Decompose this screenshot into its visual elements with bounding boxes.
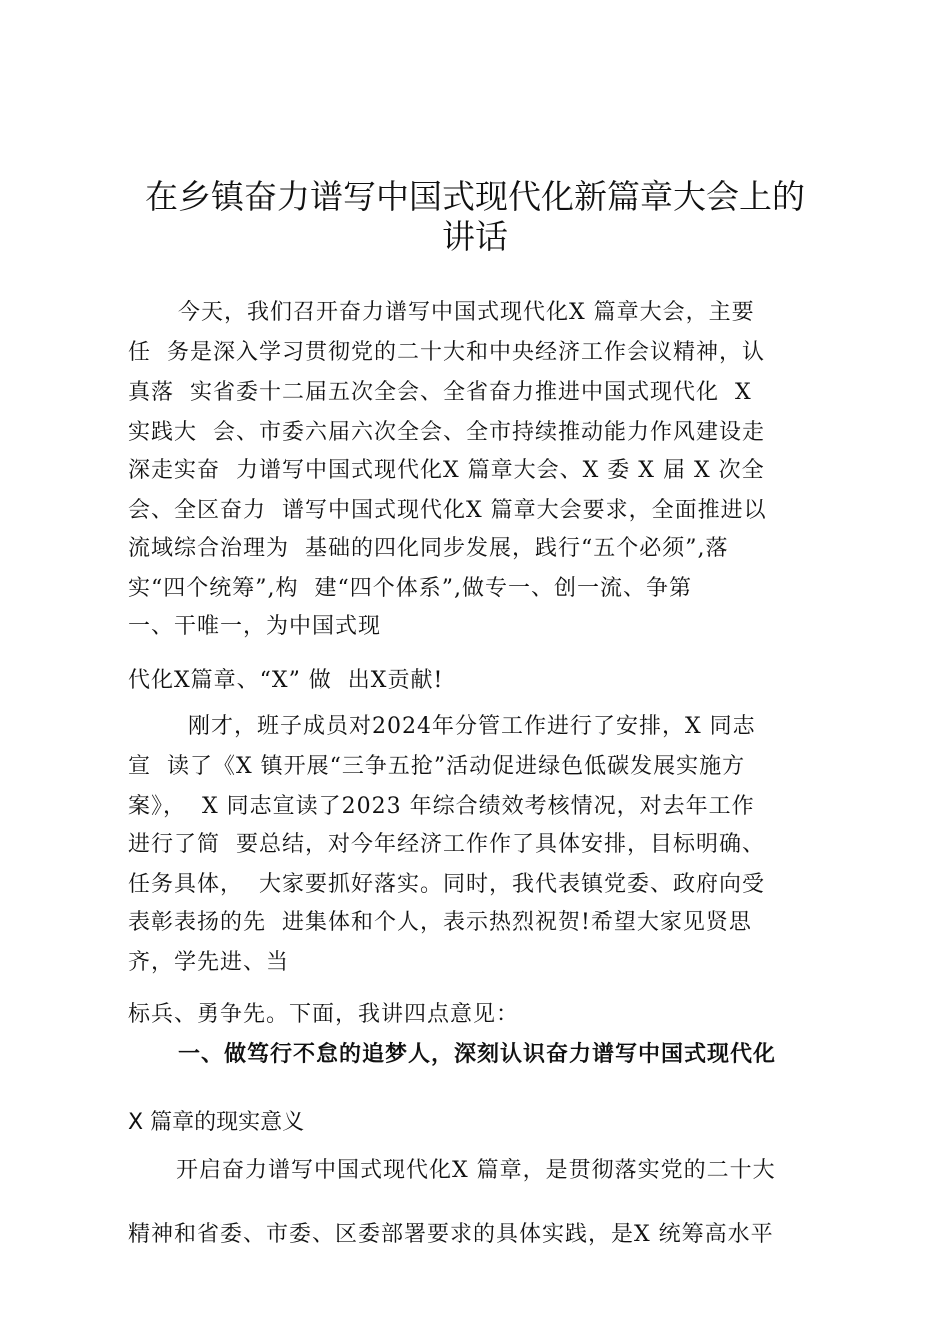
- paragraph-line: 精神和省委、市委、区委部署要求的具体实践，是X 统筹高水平: [128, 1222, 774, 1247]
- paragraph-line: 代化X篇章、“X” 做 出X贡献!: [128, 668, 444, 693]
- document-title-line-1: 在乡镇奋力谱写中国式现代化新篇章大会上的: [145, 177, 805, 216]
- section-1-heading-line-2: X 篇章的现实意义: [128, 1110, 305, 1135]
- document-title-line-2: 讲话: [442, 217, 508, 256]
- paragraph-line: 开启奋力谱写中国式现代化X 篇章，是贯彻落实党的二十大: [176, 1158, 776, 1183]
- paragraph-line: 会、全区奋力 谱写中国式现代化X 篇章大会要求，全面推进以: [128, 498, 767, 523]
- paragraph-line: 一、干唯一，为中国式现: [128, 614, 382, 639]
- paragraph-line: 今天，我们召开奋力谱写中国式现代化X 篇章大会，主要: [178, 300, 755, 325]
- paragraph-line: 进行了简 要总结，对今年经济工作作了具体安排，目标明确、: [128, 832, 765, 857]
- paragraph-line: 齐，学先进、当: [128, 950, 290, 975]
- paragraph-line: 表彰表扬的先 进集体和个人，表示热烈祝贺!希望大家见贤思: [128, 910, 752, 935]
- paragraph-line: 真落 实省委十二届五次全会、全省奋力推进中国式现代化 X: [128, 380, 752, 405]
- paragraph-line: 标兵、勇争先。下面，我讲四点意见：: [128, 1002, 520, 1027]
- paragraph-line: 宣 读了《X 镇开展“三争五抢”活动促进绿色低碳发展实施方: [128, 754, 746, 779]
- paragraph-line: 实“四个统筹”,构 建“四个体系”,做专一、创一流、争第: [128, 576, 692, 601]
- paragraph-line: 任务具体， 大家要抓好落实。同时，我代表镇党委、政府向受: [128, 872, 765, 897]
- paragraph-line: 任 务是深入学习贯彻党的二十大和中央经济工作会议精神，认: [128, 340, 765, 365]
- paragraph-line: 深走实奋 力谱写中国式现代化X 篇章大会、X 委 X 届 X 次全: [128, 458, 765, 483]
- paragraph-line: 案》， X 同志宣读了2023 年综合绩效考核情况，对去年工作: [128, 794, 755, 819]
- paragraph-line: 实践大 会、市委六届六次全会、全市持续推动能力作风建设走: [128, 420, 765, 445]
- paragraph-line: 刚才，班子成员对2024年分管工作进行了安排，X 同志: [188, 714, 756, 739]
- paragraph-line: 流域综合治理为 基础的四化同步发展，践行“五个必须”,落: [128, 536, 729, 561]
- section-1-heading-line-1: 一、做笃行不怠的追梦人，深刻认识奋力谱写中国式现代化: [178, 1042, 777, 1067]
